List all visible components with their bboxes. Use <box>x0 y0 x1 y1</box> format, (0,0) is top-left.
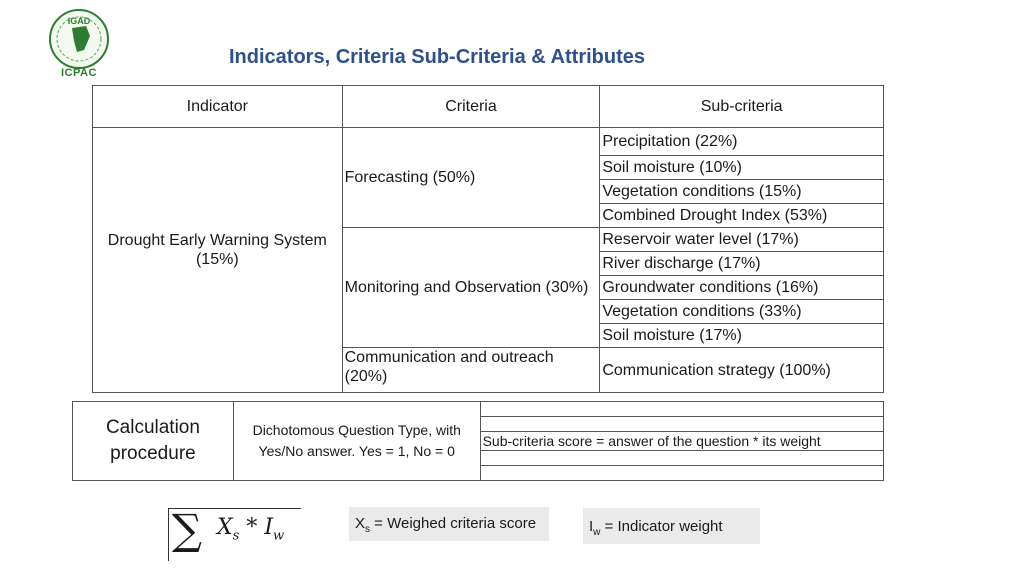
sub-criteria-cell: Vegetation conditions (33%) <box>600 300 884 324</box>
criteria-forecasting: Forecasting (50%) <box>342 128 600 228</box>
sub-criteria-cell: Communication strategy (100%) <box>600 348 884 393</box>
sum-formula <box>168 505 301 561</box>
empty-cell <box>480 466 883 481</box>
sub-criteria-cell: Vegetation conditions (15%) <box>600 180 884 204</box>
sub-criteria-cell: Reservoir water level (17%) <box>600 228 884 252</box>
empty-cell <box>480 402 883 417</box>
iw-legend: $I_w$ = Indicator weight <box>583 508 760 544</box>
calculation-table <box>72 401 884 481</box>
formula-text-cell: Sub-criteria score = answer of the question * its weight <box>480 432 883 451</box>
question-type-cell: Dichotomous Question Type, with Yes/No answer. Yes = 1, No = 0 <box>233 402 480 481</box>
indicator-cell: Drought Early Warning System (15%) <box>93 128 343 393</box>
logo-top-text: IGAD <box>67 16 91 26</box>
sub-criteria-cell: Precipitation (22%) <box>600 128 884 156</box>
sigma-symbol: ∑ <box>172 505 202 554</box>
sub-criteria-cell: River discharge (17%) <box>600 252 884 276</box>
header-indicator: Indicator <box>93 86 343 128</box>
empty-cell <box>480 451 883 466</box>
header-sub-criteria: Sub-criteria <box>600 86 884 128</box>
empty-cell <box>480 417 883 432</box>
criteria-monitoring: Monitoring and Observation (30%) <box>342 228 600 348</box>
criteria-table <box>92 85 884 393</box>
page-title: Indicators, Criteria Sub-Criteria & Attributes <box>229 46 645 68</box>
logo-bottom-text: ICPAC <box>61 67 97 79</box>
sub-criteria-cell: Groundwater conditions (16%) <box>600 276 884 300</box>
sub-criteria-cell: Combined Drought Index (53%) <box>600 204 884 228</box>
sub-criteria-cell: Soil moisture (17%) <box>600 324 884 348</box>
header-criteria: Criteria <box>342 86 600 128</box>
criteria-communication: Communication and outreach (20%) <box>342 348 600 393</box>
xs-legend: $X_s$ = Weighed criteria score <box>349 507 549 541</box>
sub-criteria-cell: Soil moisture (10%) <box>600 156 884 180</box>
formula-expression: $X_s * I_w$ <box>217 515 285 544</box>
calculation-label: Calculation procedure <box>73 402 234 481</box>
